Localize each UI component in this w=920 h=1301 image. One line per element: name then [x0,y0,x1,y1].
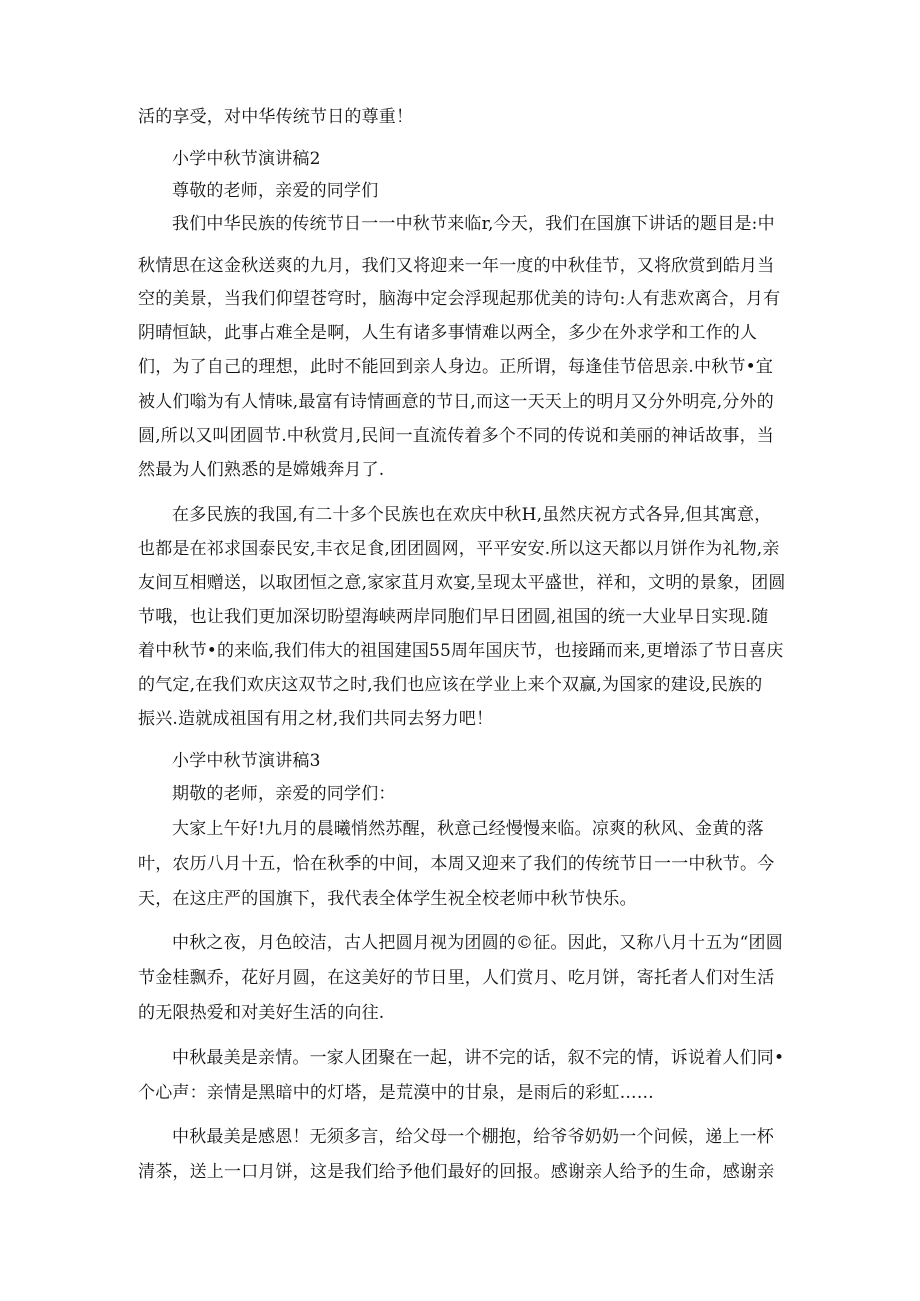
paragraph-line: 节哦，也让我们更加深切盼望海峡两岸同胞们早日团圆,祖国的统一大业早日实现.随 [138,607,769,627]
paragraph-line: 也都是在祁求国泰民安,丰衣足食,团团圆网，平平安安.所以这天都以月饼作为礼物,亲 [138,539,780,559]
paragraph-line: 天，在这庄严的国旗下，我代表全体学生祝全校老师中秋节快乐。 [138,889,637,909]
paragraph-line: 然最为人们熟悉的是嫦娥奔月了. [138,460,385,480]
paragraph-line: 叶，农历八月十五，恰在秋季的中间，本周又迎来了我们的传统节日一一中秋节。今 [138,854,775,874]
paragraph-line: 的气定,在我们欢庆这双节之时,我们也应该在学业上来个双赢,为国家的建设,民族的 [138,675,763,695]
paragraph-line: 中秋最美是感恩！无须多言，给父母一个棚抱，给爷爷奶奶一个问候，递上一杯 [172,1127,774,1147]
paragraph-line: 中秋之夜，月色皎洁，古人把圆月视为团圆的©征。因此，又称八月十五为“团圆 [172,933,783,953]
paragraph-line: 节金桂飘乔，花好月圆，在这美好的节日里，人们赏月、吃月饼，寄托者人们对生活 [138,968,775,988]
paragraph-line: 空的美景，当我们仰望苍穹时，脑海中定会浮现起那优美的诗句:人有悲欢离合，月有 [138,289,781,309]
section-heading: 小学中秋节演讲稿2 [172,149,321,169]
paragraph-line: 被人们嗡为有人情味,最富有诗情画意的节日,而这一天天上的明月又分外明亮,分外的 [138,392,775,412]
paragraph-line: 友间互相赠送，以取团恒之意,家家苴月欢宴,呈现太平盛世，祥和，文明的景象，团圆 [138,573,786,593]
paragraph-line: 在多民族的我国,有二十多个民族也在欢庆中秋H,虽然庆祝方式各异,但其寓意， [172,505,772,525]
paragraph-line: 阴晴恒缺，此事占难全是啊，人生有诸多事情难以两全，多少在外求学和工作的人 [138,323,758,343]
paragraph-line: 个心声：亲情是黑暗中的灯塔，是荒漠中的甘泉，是雨后的彩虹…… [138,1083,654,1103]
paragraph-line: 我们中华民族的传统节日一一中秋节来临r,今天，我们在国旗下讲话的题目是:中 [172,214,775,234]
text-line: 活的享受，对中华传统节日的尊重！ [138,107,414,127]
paragraph-line: 中秋最美是亲情。一家人团聚在一起，讲不完的话，叙不完的情，诉说着人们同• [172,1048,785,1068]
paragraph-line: 着中秋节•的来临,我们伟大的祖国建国55周年国庆节，也接踊而来,更增添了节日喜庆 [138,641,784,661]
paragraph-line: 清茶，送上一口月饼，这是我们给予他们最好的回报。感谢亲人给予的生命，感谢亲 [138,1162,775,1182]
paragraph-line: 振兴.造就成祖国有用之材,我们共同去努力吧！ [138,709,494,729]
paragraph-line: 秋情思在这金秋送爽的九月，我们又将迎来一年一度的中秋佳节，又将欣赏到皓月当 [138,256,775,276]
paragraph-line: 圆,所以又叫团圆节.中秋赏月,民间一直流传着多个不同的传说和美丽的神话故事，当 [138,426,775,446]
paragraph-line: 的无限热爱和对美好生活的向往. [138,1003,385,1023]
salutation: 期敬的老师，亲爱的同学们： [172,784,396,804]
paragraph-line: 们，为了自己的理想，此时不能回到亲人身边。正所谓，每逢佳节倍思亲.中秋节•宜 [138,357,774,377]
section-heading: 小学中秋节演讲稿3 [172,751,321,771]
salutation: 尊敬的老师，亲爱的同学们 [172,181,379,201]
paragraph-line: 大家上午好!九月的晨曦悄然苏醒，秋意己经慢慢来临。凉爽的秋风、金黄的落 [172,819,764,839]
